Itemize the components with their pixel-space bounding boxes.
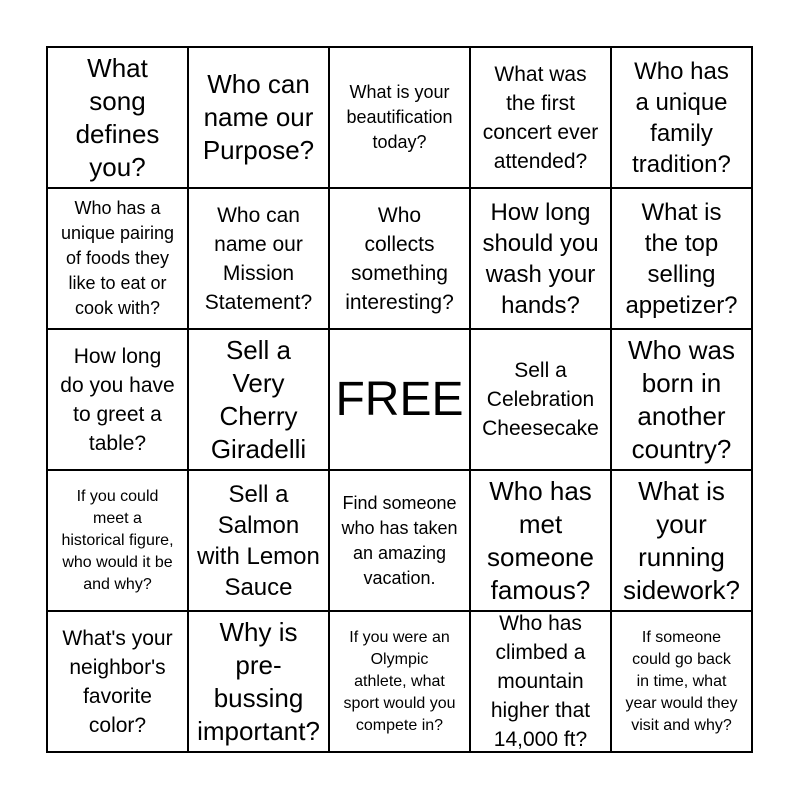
bingo-cell[interactable] — [612, 330, 753, 471]
bingo-cell[interactable] — [189, 189, 330, 330]
bingo-cell-text: If you could meet a historical figure, who would it be and why? — [61, 487, 174, 593]
bingo-cell-text: Who has a unique family tradition? — [632, 57, 731, 178]
bingo-cell[interactable] — [471, 189, 612, 330]
bingo-cell-text: Who can name our Purpose? — [202, 69, 315, 165]
bingo-cell-text: Who was born in another country? — [628, 334, 735, 464]
bingo-cell[interactable] — [189, 471, 330, 612]
bingo-cell-text: Sell a Very Cherry Giradelli — [210, 334, 307, 464]
bingo-cell-text: What is the top selling appetizer? — [625, 198, 738, 319]
bingo-cell-text: What's your neighbor's favorite color? — [62, 626, 173, 737]
bingo-cell[interactable] — [471, 330, 612, 471]
bingo-cell-text: Who can name our Mission Statement? — [204, 203, 313, 314]
bingo-cell-text: FREE — [335, 372, 464, 426]
bingo-cell[interactable] — [612, 48, 753, 189]
bingo-cell[interactable] — [471, 48, 612, 189]
bingo-cell[interactable] — [330, 471, 471, 612]
bingo-cell[interactable] — [48, 612, 189, 753]
bingo-cell[interactable] — [48, 48, 189, 189]
bingo-cell-text: What song defines you? — [75, 52, 160, 182]
bingo-cell[interactable] — [330, 612, 471, 753]
bingo-cell[interactable] — [612, 189, 753, 330]
bingo-cell-text: How long do you have to greet a table? — [60, 344, 175, 455]
bingo-cell-text: Who collects something interesting? — [345, 203, 454, 314]
bingo-cell-text: Who has a unique pairing of foods they like to eat or cook with? — [60, 198, 175, 318]
bingo-cell[interactable] — [330, 189, 471, 330]
bingo-cell-text: Who has met someone famous? — [487, 475, 594, 605]
bingo-cell-text: Sell a Salmon with Lemon Sauce — [197, 480, 320, 601]
bingo-cell-text: Sell a Celebration Cheesecake — [482, 359, 599, 440]
bingo-cell[interactable] — [471, 471, 612, 612]
bingo-cell[interactable] — [189, 48, 330, 189]
bingo-cell-text: Find someone who has taken an amazing vacation. — [341, 492, 458, 588]
bingo-cell[interactable] — [48, 330, 189, 471]
bingo-cell-text: What is your beautification today? — [346, 82, 453, 152]
bingo-cell-text: If you were an Olympic athlete, what sport would you compete in? — [343, 628, 456, 734]
free-space[interactable] — [330, 330, 471, 471]
bingo-cell[interactable] — [48, 471, 189, 612]
bingo-cell-text: What was the first concert ever attended? — [482, 62, 599, 173]
bingo-cell[interactable] — [612, 612, 753, 753]
bingo-cell[interactable] — [612, 471, 753, 612]
bingo-cell[interactable] — [48, 189, 189, 330]
bingo-cell[interactable] — [330, 48, 471, 189]
bingo-cell-text: What is your running sidework? — [622, 475, 741, 605]
bingo-cell-text: Who has climbed a mountain higher that 14,000 ft? — [490, 612, 591, 751]
bingo-board — [46, 46, 753, 753]
bingo-cell-text: How long should you wash your hands? — [482, 198, 599, 319]
bingo-cell[interactable] — [189, 330, 330, 471]
bingo-cell-text: Why is pre- bussing important? — [197, 616, 320, 746]
bingo-cell[interactable] — [471, 612, 612, 753]
bingo-cell-text: If someone could go back in time, what year would they visit and why? — [625, 628, 738, 734]
bingo-cell[interactable] — [189, 612, 330, 753]
